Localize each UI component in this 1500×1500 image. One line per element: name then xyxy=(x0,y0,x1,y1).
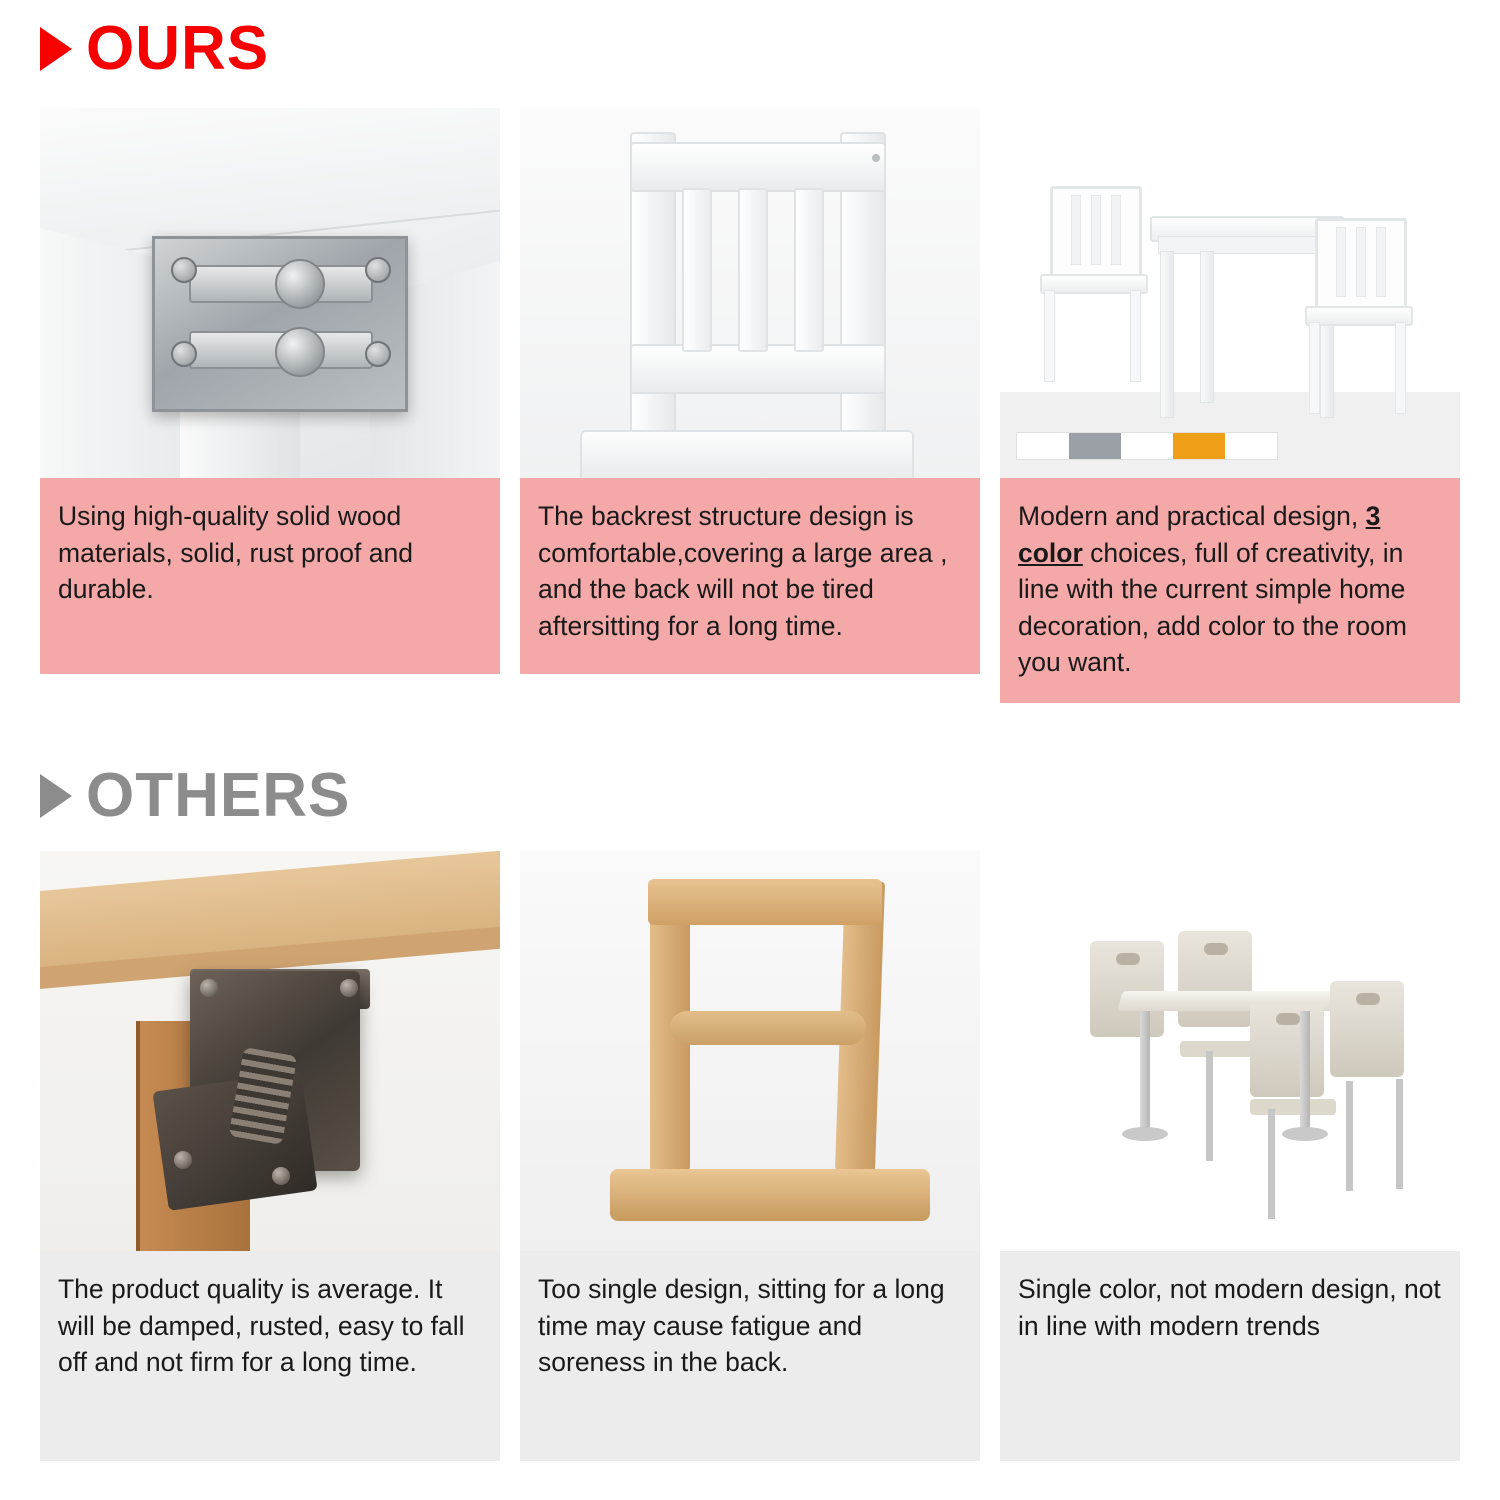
section-title-ours: OURS xyxy=(86,14,270,83)
caption-ours-3 xyxy=(1000,478,1460,703)
card-others-1 xyxy=(40,851,500,1461)
triangle-right-icon xyxy=(40,774,72,818)
cafeteria-table-and-chairs-set-image xyxy=(1000,851,1460,1251)
caption-text: Single color, not modern design, not in line with modern trends xyxy=(1018,1274,1441,1341)
color-swatch xyxy=(1121,433,1173,459)
metal-corner-bracket-closeup-image xyxy=(40,108,500,478)
caption-highlight-3-color: 3 color xyxy=(1018,501,1381,568)
caption-text-part-1: Modern and practical design, xyxy=(1018,501,1366,531)
caption-text: Too single design, sitting for a long time may cause fatigue and soreness in the back. xyxy=(538,1274,945,1378)
caption-text: Using high-quality solid wood materials, solid, rust proof and durable. xyxy=(58,501,413,605)
section-header-others xyxy=(0,761,351,830)
caption-ours-1 xyxy=(40,478,500,674)
color-swatches xyxy=(1016,432,1278,460)
card-others-3 xyxy=(1000,851,1460,1461)
section-header-ours xyxy=(0,14,270,83)
color-swatch xyxy=(1069,433,1121,459)
caption-ours-2 xyxy=(520,478,980,674)
card-ours-2 xyxy=(520,108,980,703)
rusted-folding-bracket-on-wood-image xyxy=(40,851,500,1251)
section-title-others: OTHERS xyxy=(86,761,351,830)
color-swatch xyxy=(1173,433,1225,459)
caption-others-2 xyxy=(520,1251,980,1461)
card-ours-3 xyxy=(1000,108,1460,703)
plain-wooden-chair-backrest-image xyxy=(520,851,980,1251)
caption-text: The product quality is average. It will be damped, rusted, easy to fall off and not firm for a long time. xyxy=(58,1274,465,1378)
caption-others-3 xyxy=(1000,1251,1460,1461)
card-others-2 xyxy=(520,851,980,1461)
caption-text: The backrest structure design is comfortable,covering a large area , and the back will not be tired aftersitting for a long time. xyxy=(538,501,948,641)
card-ours-1 xyxy=(40,108,500,703)
color-swatch xyxy=(1017,433,1069,459)
bracket-hardware-icon xyxy=(152,236,408,412)
cards-grid-ours xyxy=(40,108,1460,703)
color-swatch xyxy=(1225,433,1277,459)
caption-others-1 xyxy=(40,1251,500,1461)
white-dining-table-and-chairs-set-image xyxy=(1000,108,1460,478)
caption-text-part-2: choices, full of creativity, in line with the current simple home decoration, add color to the room you want. xyxy=(1018,537,1407,678)
cards-grid-others xyxy=(40,851,1460,1461)
triangle-right-icon xyxy=(40,27,72,71)
white-chair-backrest-closeup-image xyxy=(520,108,980,478)
